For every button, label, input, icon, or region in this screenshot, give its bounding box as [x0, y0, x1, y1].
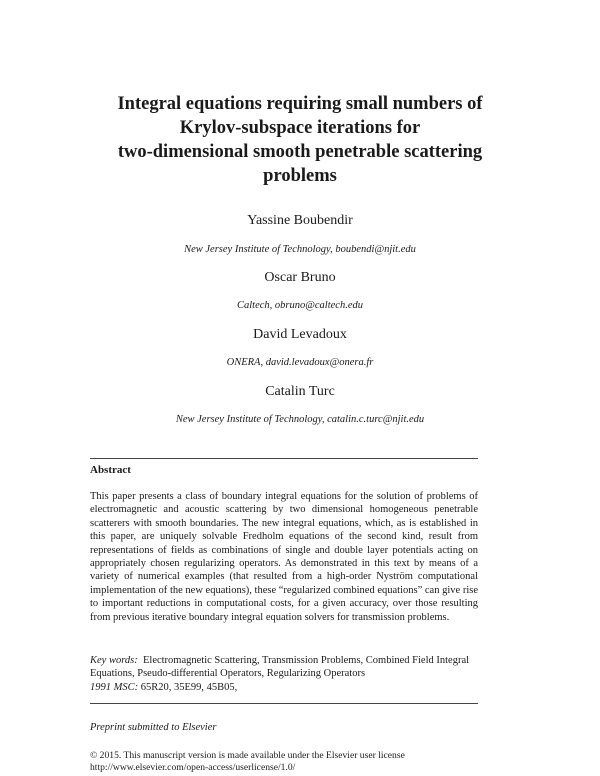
title-line: Integral equations requiring small numbers of — [117, 94, 483, 114]
license-url[interactable]: http://www.elsevier.com/open-access/userlicense/1.0/ — [90, 762, 296, 773]
abstract-text: This paper presents a class of boundary integral equations for the solution of problems of electromagnetic and acoustic scattering by two dimensional homogeneous penetrable scatterers with smooth boundaries. The new integral equations, which, as is established in this paper, are uniquely solvable Fredholm equations of the second kind, result from representations of fields as combinations of single and double layer potentials acting on appropriately chosen regularizing operators. As demonstrated in this text by means of a variety of numerical examples (that resulted from a high-order Nyström computational implementation of the new equations), these “regularized combined equations” can give rise to important reductions in computational costs, for a given accuracy, over those resulting from previous iterative boundary integral equation solvers for transmission problems. — [90, 491, 478, 623]
paper-title — [60, 92, 540, 188]
msc-label: 1991 MSC: — [90, 681, 139, 693]
abstract-heading: Abstract — [90, 464, 131, 476]
author-name: David Levadoux — [253, 327, 347, 342]
author-affiliation: New Jersey Institute of Technology, catalin.c.turc@njit.edu — [175, 414, 425, 425]
keywords-block — [90, 654, 480, 694]
keywords-bottom-rule — [90, 703, 478, 704]
copyright-line: © 2015. This manuscript version is made available under the Elsevier user license — [90, 750, 405, 761]
author-affiliation: Caltech, obruno@caltech.edu — [236, 300, 363, 311]
keywords-label: Key words: — [90, 655, 138, 666]
author-name: Yassine Boubendir — [247, 213, 353, 228]
abstract-top-rule — [90, 458, 478, 459]
author-affiliation: ONERA, david.levadoux@onera.fr — [226, 357, 374, 368]
author-affiliation: New Jersey Institute of Technology, boubendi@njit.edu — [184, 244, 416, 255]
copyright-notice — [90, 750, 405, 774]
title-line: two-dimensional smooth penetrable scattering — [117, 142, 483, 162]
author-name: Oscar Bruno — [264, 270, 336, 285]
keywords-text: Electromagnetic Scattering, Transmission Problems, Combined Field Integral Equations, Pseudo-differential Operators, Regularizing Operators — [90, 655, 470, 680]
title-line: problems — [263, 166, 337, 186]
author-name: Catalin Turc — [265, 384, 335, 399]
preprint-note: Preprint submitted to Elsevier — [90, 722, 217, 733]
msc-text: 65R20, 35E99, 45B05, — [140, 681, 238, 693]
title-line: Krylov-subspace iterations for — [179, 118, 421, 138]
